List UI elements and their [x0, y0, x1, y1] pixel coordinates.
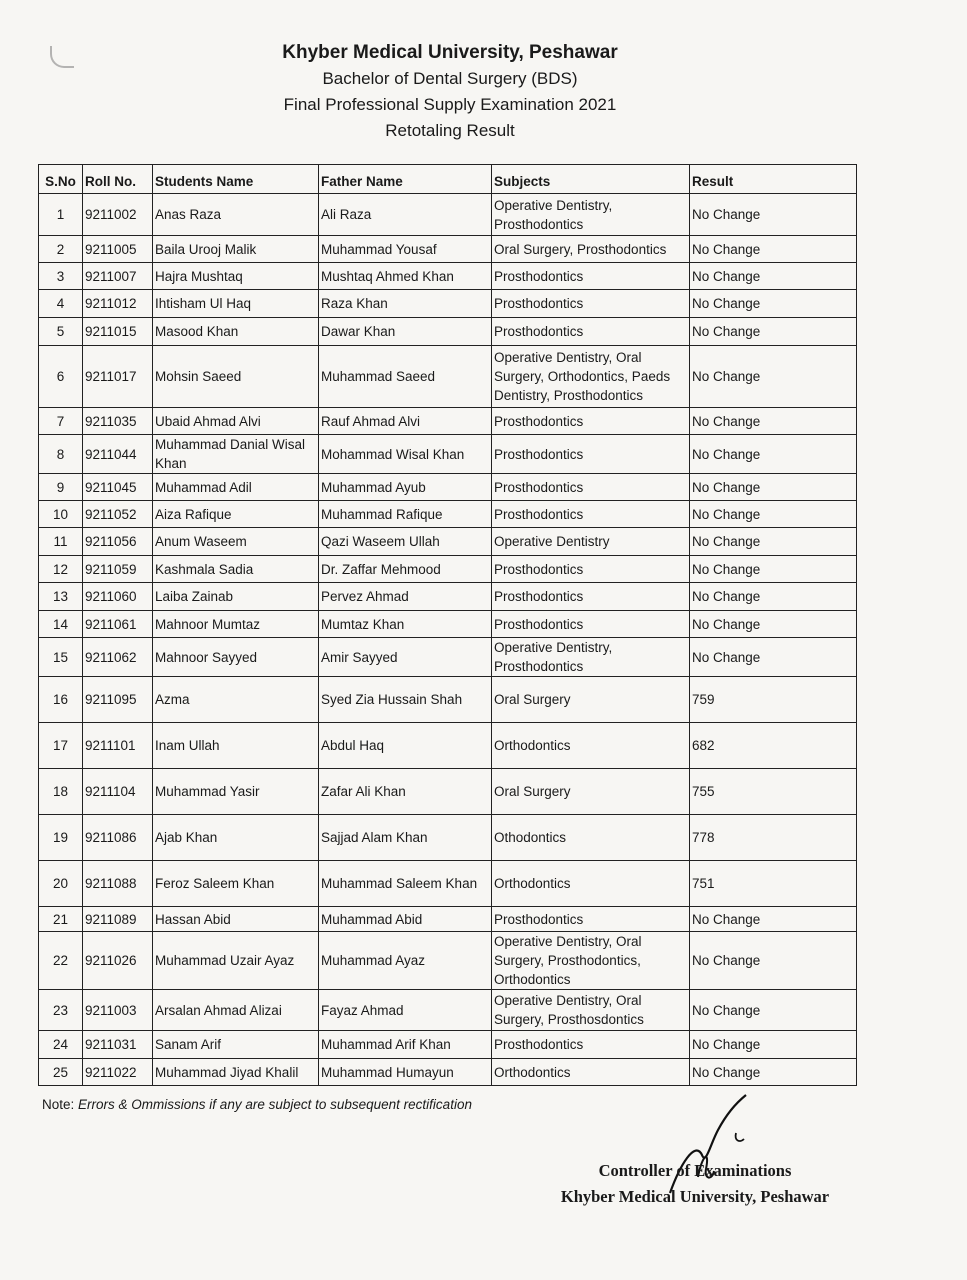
signature-block	[540, 1158, 850, 1210]
cell-result: No Change	[690, 1059, 857, 1086]
cell-student-name: Anas Raza	[153, 194, 319, 236]
cell-subjects: Prosthodontics	[492, 290, 690, 318]
cell-father-name: Muhammad Ayaz	[319, 932, 492, 990]
cell-student-name: Ihtisham Ul Haq	[153, 290, 319, 318]
cell-student-name: Muhammad Jiyad Khalil	[153, 1059, 319, 1086]
cell-father-name: Muhammad Arif Khan	[319, 1031, 492, 1059]
cell-student-name: Kashmala Sadia	[153, 556, 319, 583]
cell-sno: 6	[39, 346, 83, 408]
note-text: Errors & Ommissions if any are subject to subsequent rectification	[78, 1097, 472, 1112]
cell-subjects: Prosthodontics	[492, 318, 690, 346]
cell-student-name: Mahnoor Sayyed	[153, 638, 319, 677]
cell-roll-no: 9211026	[83, 932, 153, 990]
cell-roll-no: 9211056	[83, 528, 153, 556]
cell-subjects: Prosthodontics	[492, 408, 690, 435]
cell-student-name: Inam Ullah	[153, 723, 319, 769]
signatory-title: Controller of Examinations	[598, 1161, 792, 1180]
cell-sno: 17	[39, 723, 83, 769]
cell-subjects: Operative Dentistry, Prosthodontics	[492, 194, 690, 236]
cell-sno: 4	[39, 290, 83, 318]
cell-roll-no: 9211101	[83, 723, 153, 769]
cell-subjects: Operative Dentistry	[492, 528, 690, 556]
cell-roll-no: 9211104	[83, 769, 153, 815]
cell-roll-no: 9211015	[83, 318, 153, 346]
col-header-result: Result	[690, 165, 857, 194]
cell-sno: 1	[39, 194, 83, 236]
cell-result: No Change	[690, 263, 857, 290]
table-row	[39, 638, 857, 677]
cell-father-name: Muhammad Abid	[319, 907, 492, 932]
table-row	[39, 263, 857, 290]
results-table	[38, 164, 857, 1086]
cell-subjects: Oral Surgery	[492, 677, 690, 723]
cell-result: 778	[690, 815, 857, 861]
cell-student-name: Aiza Rafique	[153, 501, 319, 528]
cell-subjects: Prosthodontics	[492, 611, 690, 638]
cell-student-name: Feroz Saleem Khan	[153, 861, 319, 907]
table-row	[39, 501, 857, 528]
cell-student-name: Muhammad Uzair Ayaz	[153, 932, 319, 990]
cell-result: No Change	[690, 236, 857, 263]
cell-father-name: Muhammad Rafique	[319, 501, 492, 528]
note-prefix: Note:	[42, 1097, 75, 1112]
university-title: Khyber Medical University, Peshawar	[282, 42, 618, 63]
result-type-title: Retotaling Result	[385, 121, 515, 140]
cell-subjects: Operative Dentistry, Oral Surgery, Orthodontics, Paeds Dentistry, Prosthodontics	[492, 346, 690, 408]
cell-roll-no: 9211060	[83, 583, 153, 611]
cell-roll-no: 9211089	[83, 907, 153, 932]
cell-result: 755	[690, 769, 857, 815]
cell-father-name: Mumtaz Khan	[319, 611, 492, 638]
cell-result: No Change	[690, 346, 857, 408]
cell-sno: 21	[39, 907, 83, 932]
cell-father-name: Pervez Ahmad	[319, 583, 492, 611]
cell-student-name: Laiba Zainab	[153, 583, 319, 611]
cell-subjects: Prosthodontics	[492, 583, 690, 611]
cell-student-name: Masood Khan	[153, 318, 319, 346]
cell-sno: 8	[39, 435, 83, 474]
document-header	[0, 40, 900, 144]
cell-roll-no: 9211059	[83, 556, 153, 583]
cell-sno: 7	[39, 408, 83, 435]
table-row	[39, 932, 857, 990]
cell-roll-no: 9211017	[83, 346, 153, 408]
cell-result: No Change	[690, 556, 857, 583]
table-row	[39, 723, 857, 769]
cell-result: No Change	[690, 474, 857, 501]
table-row	[39, 290, 857, 318]
cell-result: 751	[690, 861, 857, 907]
table-row	[39, 318, 857, 346]
cell-result: No Change	[690, 435, 857, 474]
cell-subjects: Orthodontics	[492, 1059, 690, 1086]
cell-father-name: Dawar Khan	[319, 318, 492, 346]
cell-subjects: Prosthodontics	[492, 501, 690, 528]
table-row	[39, 528, 857, 556]
cell-father-name: Muhammad Yousaf	[319, 236, 492, 263]
cell-father-name: Qazi Waseem Ullah	[319, 528, 492, 556]
col-header-student-name: Students Name	[153, 165, 319, 194]
table-row	[39, 677, 857, 723]
cell-result: 759	[690, 677, 857, 723]
table-row	[39, 1031, 857, 1059]
cell-result: No Change	[690, 501, 857, 528]
cell-student-name: Ubaid Ahmad Alvi	[153, 408, 319, 435]
cell-roll-no: 9211062	[83, 638, 153, 677]
table-row	[39, 236, 857, 263]
cell-father-name: Mushtaq Ahmed Khan	[319, 263, 492, 290]
cell-roll-no: 9211088	[83, 861, 153, 907]
cell-sno: 12	[39, 556, 83, 583]
cell-father-name: Muhammad Saleem Khan	[319, 861, 492, 907]
cell-roll-no: 9211044	[83, 435, 153, 474]
cell-result: No Change	[690, 528, 857, 556]
cell-subjects: Operative Dentistry, Prosthodontics	[492, 638, 690, 677]
cell-roll-no: 9211095	[83, 677, 153, 723]
table-header-row	[39, 165, 857, 194]
cell-roll-no: 9211005	[83, 236, 153, 263]
table-row	[39, 556, 857, 583]
cell-student-name: Baila Urooj Malik	[153, 236, 319, 263]
cell-roll-no: 9211031	[83, 1031, 153, 1059]
cell-result: No Change	[690, 932, 857, 990]
table-row	[39, 1059, 857, 1086]
cell-student-name: Sanam Arif	[153, 1031, 319, 1059]
table-row	[39, 769, 857, 815]
cell-result: No Change	[690, 990, 857, 1031]
cell-result: No Change	[690, 611, 857, 638]
cell-sno: 13	[39, 583, 83, 611]
cell-roll-no: 9211061	[83, 611, 153, 638]
cell-roll-no: 9211012	[83, 290, 153, 318]
cell-result: No Change	[690, 583, 857, 611]
cell-sno: 19	[39, 815, 83, 861]
table-row	[39, 861, 857, 907]
cell-father-name: Raza Khan	[319, 290, 492, 318]
cell-roll-no: 9211007	[83, 263, 153, 290]
cell-sno: 10	[39, 501, 83, 528]
cell-subjects: Oral Surgery	[492, 769, 690, 815]
cell-subjects: Prosthodontics	[492, 435, 690, 474]
cell-subjects: Prosthodontics	[492, 556, 690, 583]
cell-result: No Change	[690, 638, 857, 677]
table-row	[39, 583, 857, 611]
cell-roll-no: 9211045	[83, 474, 153, 501]
cell-result: No Change	[690, 318, 857, 346]
cell-father-name: Muhammad Ayub	[319, 474, 492, 501]
cell-sno: 11	[39, 528, 83, 556]
exam-title: Final Professional Supply Examination 2021	[283, 95, 617, 114]
cell-sno: 15	[39, 638, 83, 677]
footnote	[42, 1097, 472, 1112]
cell-roll-no: 9211002	[83, 194, 153, 236]
cell-student-name: Arsalan Ahmad Alizai	[153, 990, 319, 1031]
cell-sno: 22	[39, 932, 83, 990]
cell-roll-no: 9211003	[83, 990, 153, 1031]
cell-sno: 5	[39, 318, 83, 346]
cell-subjects: Orthodontics	[492, 861, 690, 907]
cell-result: No Change	[690, 290, 857, 318]
cell-student-name: Hassan Abid	[153, 907, 319, 932]
cell-subjects: Operative Dentistry, Oral Surgery, Prosthodontics, Orthodontics	[492, 932, 690, 990]
cell-sno: 25	[39, 1059, 83, 1086]
cell-sno: 23	[39, 990, 83, 1031]
cell-subjects: Othodontics	[492, 815, 690, 861]
cell-result: No Change	[690, 194, 857, 236]
table-row	[39, 907, 857, 932]
cell-student-name: Mohsin Saeed	[153, 346, 319, 408]
cell-father-name: Dr. Zaffar Mehmood	[319, 556, 492, 583]
cell-student-name: Mahnoor Mumtaz	[153, 611, 319, 638]
cell-father-name: Fayaz Ahmad	[319, 990, 492, 1031]
table-row	[39, 435, 857, 474]
cell-sno: 14	[39, 611, 83, 638]
cell-subjects: Oral Surgery, Prosthodontics	[492, 236, 690, 263]
cell-father-name: Abdul Haq	[319, 723, 492, 769]
cell-subjects: Orthodontics	[492, 723, 690, 769]
table-body	[39, 194, 857, 1086]
cell-result: No Change	[690, 408, 857, 435]
program-title: Bachelor of Dental Surgery (BDS)	[322, 69, 578, 88]
cell-subjects: Operative Dentistry, Oral Surgery, Prosthosdontics	[492, 990, 690, 1031]
cell-result: 682	[690, 723, 857, 769]
cell-subjects: Prosthodontics	[492, 474, 690, 501]
table-row	[39, 474, 857, 501]
cell-result: No Change	[690, 907, 857, 932]
cell-roll-no: 9211086	[83, 815, 153, 861]
cell-subjects: Prosthodontics	[492, 907, 690, 932]
cell-sno: 18	[39, 769, 83, 815]
cell-result: No Change	[690, 1031, 857, 1059]
cell-father-name: Zafar Ali Khan	[319, 769, 492, 815]
cell-roll-no: 9211022	[83, 1059, 153, 1086]
cell-roll-no: 9211052	[83, 501, 153, 528]
cell-father-name: Mohammad Wisal Khan	[319, 435, 492, 474]
cell-father-name: Rauf Ahmad Alvi	[319, 408, 492, 435]
cell-sno: 16	[39, 677, 83, 723]
table-row	[39, 194, 857, 236]
cell-subjects: Prosthodontics	[492, 1031, 690, 1059]
cell-student-name: Ajab Khan	[153, 815, 319, 861]
table-row	[39, 408, 857, 435]
signatory-org: Khyber Medical University, Peshawar	[560, 1187, 830, 1206]
col-header-father-name: Father Name	[319, 165, 492, 194]
cell-sno: 3	[39, 263, 83, 290]
cell-sno: 20	[39, 861, 83, 907]
cell-student-name: Muhammad Danial Wisal Khan	[153, 435, 319, 474]
cell-student-name: Anum Waseem	[153, 528, 319, 556]
cell-subjects: Prosthodontics	[492, 263, 690, 290]
cell-father-name: Ali Raza	[319, 194, 492, 236]
table-row	[39, 346, 857, 408]
col-header-sno: S.No	[39, 165, 83, 194]
cell-student-name: Hajra Mushtaq	[153, 263, 319, 290]
cell-father-name: Amir Sayyed	[319, 638, 492, 677]
cell-sno: 9	[39, 474, 83, 501]
cell-student-name: Muhammad Adil	[153, 474, 319, 501]
cell-student-name: Azma	[153, 677, 319, 723]
table-row	[39, 611, 857, 638]
col-header-subjects: Subjects	[492, 165, 690, 194]
cell-roll-no: 9211035	[83, 408, 153, 435]
table-row	[39, 990, 857, 1031]
cell-father-name: Syed Zia Hussain Shah	[319, 677, 492, 723]
col-header-roll: Roll No.	[83, 165, 153, 194]
table-row	[39, 815, 857, 861]
cell-student-name: Muhammad Yasir	[153, 769, 319, 815]
cell-sno: 2	[39, 236, 83, 263]
cell-father-name: Sajjad Alam Khan	[319, 815, 492, 861]
cell-sno: 24	[39, 1031, 83, 1059]
cell-father-name: Muhammad Saeed	[319, 346, 492, 408]
cell-father-name: Muhammad Humayun	[319, 1059, 492, 1086]
